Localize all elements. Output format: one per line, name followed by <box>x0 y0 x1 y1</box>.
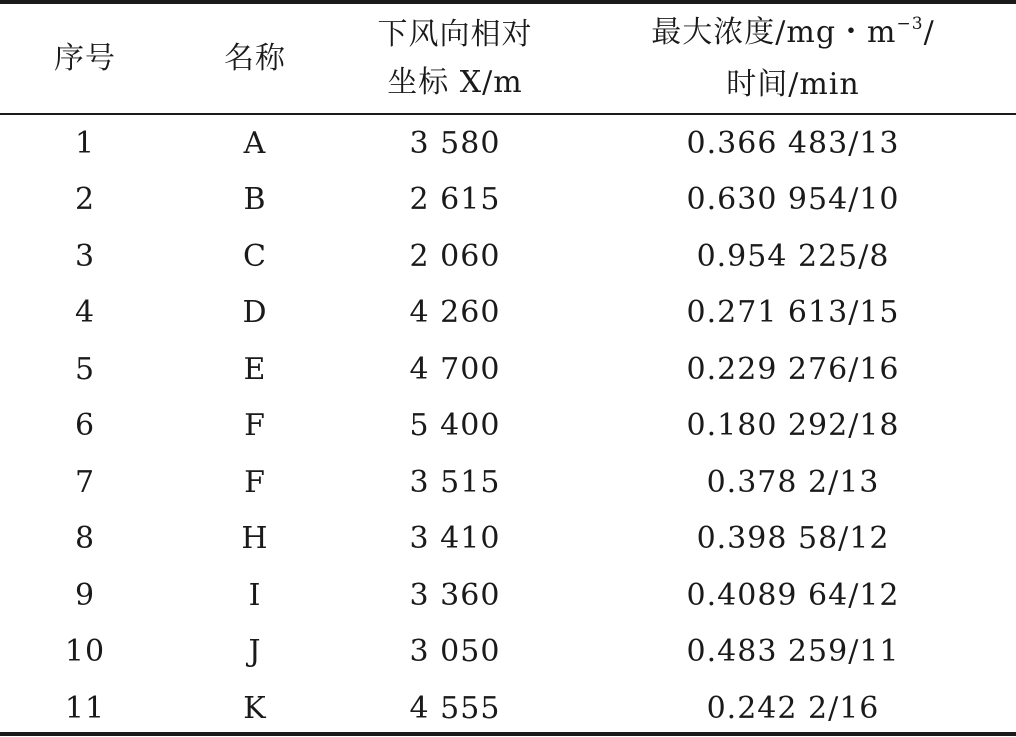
cell-coordinate: 3 360 <box>409 577 501 613</box>
cell-coordinate: 4 555 <box>409 690 501 726</box>
cell-index: 6 <box>74 408 96 444</box>
cell-name: D <box>242 295 268 331</box>
cell-index: 8 <box>74 521 96 557</box>
cell-index: 3 <box>74 238 96 274</box>
table-body <box>0 115 1016 737</box>
cell-name: E <box>243 351 267 387</box>
cell-coordinate: 4 700 <box>409 351 501 387</box>
header-concentration-exponent: −3 <box>896 13 924 34</box>
cell-concentration: 0.4089 64/12 <box>686 577 900 613</box>
cell-index: 10 <box>64 634 106 670</box>
table-row <box>0 567 1016 624</box>
table-row <box>0 454 1016 511</box>
cell-name: I <box>248 577 262 613</box>
cell-concentration: 0.398 58/12 <box>696 521 890 557</box>
cell-concentration: 0.378 2/13 <box>706 464 880 500</box>
cell-concentration: 0.483 259/11 <box>686 634 900 670</box>
header-concentration-line1-main: 最大浓度/mg・m <box>651 14 897 50</box>
cell-index: 9 <box>74 577 96 613</box>
header-coordinate-line1: 下风向相对 <box>377 16 533 52</box>
table-row <box>0 228 1016 285</box>
cell-name: A <box>243 125 267 161</box>
cell-concentration: 0.242 2/16 <box>706 690 880 726</box>
header-concentration-line1-slash: / <box>923 14 935 50</box>
table-row <box>0 115 1016 172</box>
cell-index: 4 <box>74 295 96 331</box>
header-coordinate <box>340 4 570 113</box>
table-bottom-rule <box>0 732 1016 736</box>
cell-concentration: 0.271 613/15 <box>686 295 900 331</box>
header-name-label: 名称 <box>224 40 286 76</box>
table-row <box>0 341 1016 398</box>
table-row <box>0 398 1016 455</box>
cell-name: F <box>244 464 266 500</box>
table-header <box>0 4 1016 113</box>
header-index <box>0 4 170 113</box>
table-row <box>0 680 1016 737</box>
cell-coordinate: 2 060 <box>409 238 501 274</box>
table-row <box>0 624 1016 681</box>
header-name <box>170 4 340 113</box>
cell-coordinate: 4 260 <box>409 295 501 331</box>
cell-index: 11 <box>64 690 106 726</box>
cell-concentration: 0.630 954/10 <box>686 182 900 218</box>
cell-name: F <box>244 408 266 444</box>
header-concentration-line1 <box>651 9 934 61</box>
cell-coordinate: 3 580 <box>409 125 501 161</box>
header-concentration-line2: 时间/min <box>726 66 860 102</box>
cell-coordinate: 3 050 <box>409 634 501 670</box>
header-coordinate-line2: 坐标 X/m <box>387 64 523 100</box>
header-concentration <box>570 4 1016 113</box>
cell-coordinate: 2 615 <box>409 182 501 218</box>
cell-coordinate: 5 400 <box>409 408 501 444</box>
cell-name: K <box>243 690 267 726</box>
cell-index: 7 <box>74 464 96 500</box>
cell-concentration: 0.954 225/8 <box>696 238 890 274</box>
cell-concentration: 0.229 276/16 <box>686 351 900 387</box>
cell-name: B <box>243 182 267 218</box>
cell-index: 5 <box>74 351 96 387</box>
table-row <box>0 172 1016 229</box>
cell-concentration: 0.366 483/13 <box>686 125 900 161</box>
cell-index: 1 <box>74 125 96 161</box>
cell-index: 2 <box>74 182 96 218</box>
cell-name: C <box>243 238 267 274</box>
cell-concentration: 0.180 292/18 <box>686 408 900 444</box>
cell-name: J <box>248 634 262 670</box>
header-index-label: 序号 <box>54 40 116 76</box>
cell-name: H <box>241 521 269 557</box>
cell-coordinate: 3 410 <box>409 521 501 557</box>
table-row <box>0 511 1016 568</box>
table-row <box>0 285 1016 342</box>
cell-coordinate: 3 515 <box>409 464 501 500</box>
